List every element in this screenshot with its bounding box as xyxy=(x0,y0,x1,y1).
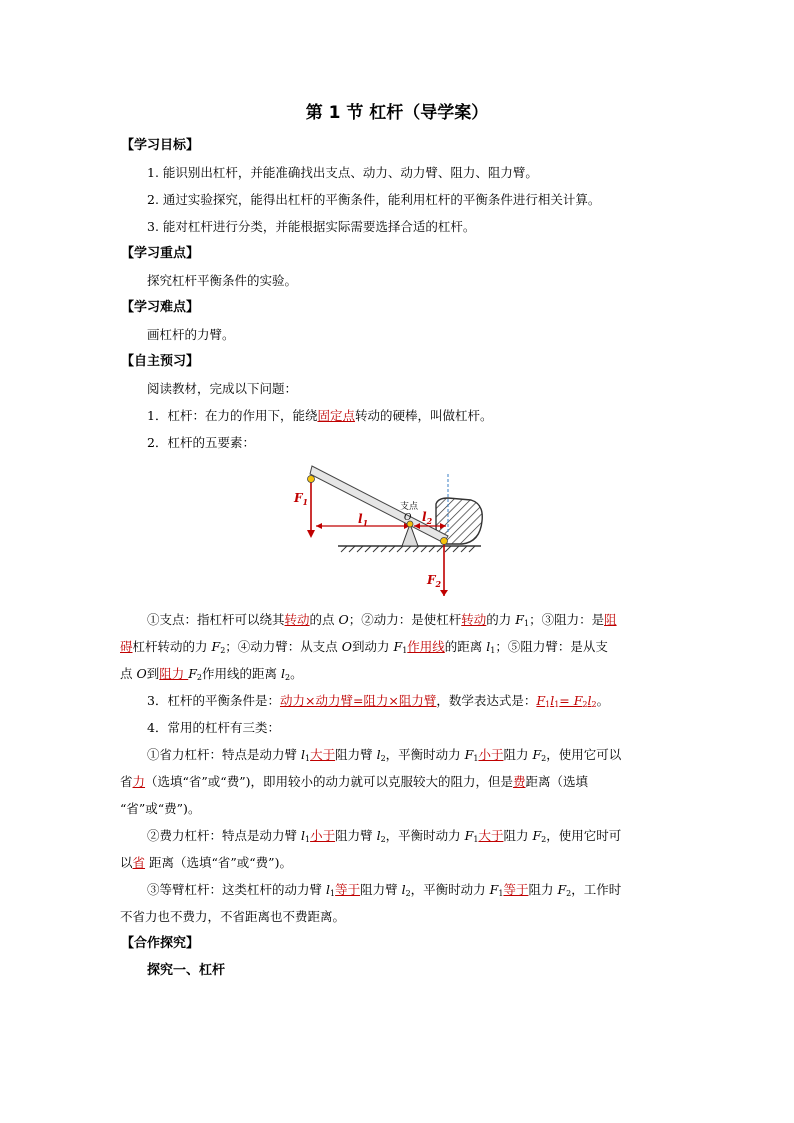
difficult-point: 画杠杆的力臂。 xyxy=(147,327,235,342)
label-o: O xyxy=(404,513,412,523)
explore-item: 探究一、杠杆 xyxy=(147,963,226,978)
type3-line-2: 不省力也不费力，不省距离也不费距离。 xyxy=(120,909,346,924)
type1-line-1: ①省力杠杆：特点是动力臂 $l_1$大于阻力臂 $l_2$，平衡时动力 $F_1$小于阻力 $F_2$，使用它可以 xyxy=(147,747,622,763)
type1-line-3: “省”或“费”)。 xyxy=(120,801,201,816)
goal-3: 3. 能对杠杆进行分类，并能根据实际需要选择合适的杠杆。 xyxy=(147,219,476,234)
type2-line-1: ②费力杠杆：特点是动力臂 $l_1$小于阻力臂 $l_2$，平衡时动力 $F_1$大于阻力 $F_2$，使用它时可 xyxy=(147,828,622,844)
heading-difficulty: 【学习难点】 xyxy=(121,300,200,315)
elements-line-1: ①支点：指杠杆可以绕其转动的点 O；②动力：是使杠杆转动的力 $F_1$；③阻力：是阻 xyxy=(147,612,617,628)
ground-hatching xyxy=(341,546,475,552)
label-f2: $F_2$ xyxy=(427,573,442,589)
page-title: 第 1 节 杠杆（导学案） xyxy=(305,103,489,123)
answer-fixed-point: 固定点 xyxy=(317,408,355,423)
question-1: 1．杠杆：在力的作用下，能绕固定点转动的硬棒，叫做杠杆。 xyxy=(147,408,493,423)
question-2: 2．杠杆的五要素： xyxy=(147,435,255,450)
type3-line-1: ③等臂杠杆：这类杠杆的动力臂 $l_1$等于阻力臂 $l_2$，平衡时动力 $F_1$等于阻力 $F_2$，工作时 xyxy=(147,882,622,898)
balance-formula: $F_1l_1= F_2l_2$ xyxy=(536,693,597,709)
heading-preview: 【自主预习】 xyxy=(121,354,200,369)
lever-diagram xyxy=(286,446,506,596)
label-l2: $l_2$ xyxy=(422,510,433,526)
elements-line-3: 点 O到阻力 $F_2$作用线的距离 $l_2$。 xyxy=(120,666,303,682)
key-point: 探究杠杆平衡条件的实验。 xyxy=(147,273,298,288)
elements-line-2: 碍杠杆转动的力 $F_2$；④动力臂：从支点 O到动力 $F_1$作用线的距离 $l_1$；⑤阻力臂：是从支 xyxy=(120,639,608,655)
label-pivot: 支点 xyxy=(400,502,419,512)
type2-line-2: 以省 距离（选填“省”或“费”)。 xyxy=(120,855,292,870)
preview-intro: 阅读教材，完成以下问题： xyxy=(147,381,298,396)
type1-line-2: 省力（选填“省”或“费”)，即用较小的动力就可以克服较大的阻力，但是费距离（选填 xyxy=(120,774,589,789)
point-f2 xyxy=(441,538,448,545)
label-l1: $l_1$ xyxy=(358,512,369,528)
heading-key: 【学习重点】 xyxy=(121,246,200,261)
heading-explore: 【合作探究】 xyxy=(121,936,200,951)
label-f1: $F_1$ xyxy=(294,491,309,507)
lever-rod xyxy=(310,466,448,543)
question-4: 4．常用的杠杆有三类： xyxy=(147,720,280,735)
point-f1 xyxy=(308,476,315,483)
heading-goals: 【学习目标】 xyxy=(121,138,200,153)
question-3: 3．杠杆的平衡条件是：动力×动力臂=阻力×阻力臂，数学表达式是：$F_1l_1= F_2l_2$。 xyxy=(147,693,610,709)
goal-1: 1. 能识别出杠杆，并能准确找出支点、动力、动力臂、阻力、阻力臂。 xyxy=(147,165,538,180)
goal-2: 2. 通过实验探究，能得出杠杆的平衡条件，能利用杠杆的平衡条件进行相关计算。 xyxy=(147,192,601,207)
